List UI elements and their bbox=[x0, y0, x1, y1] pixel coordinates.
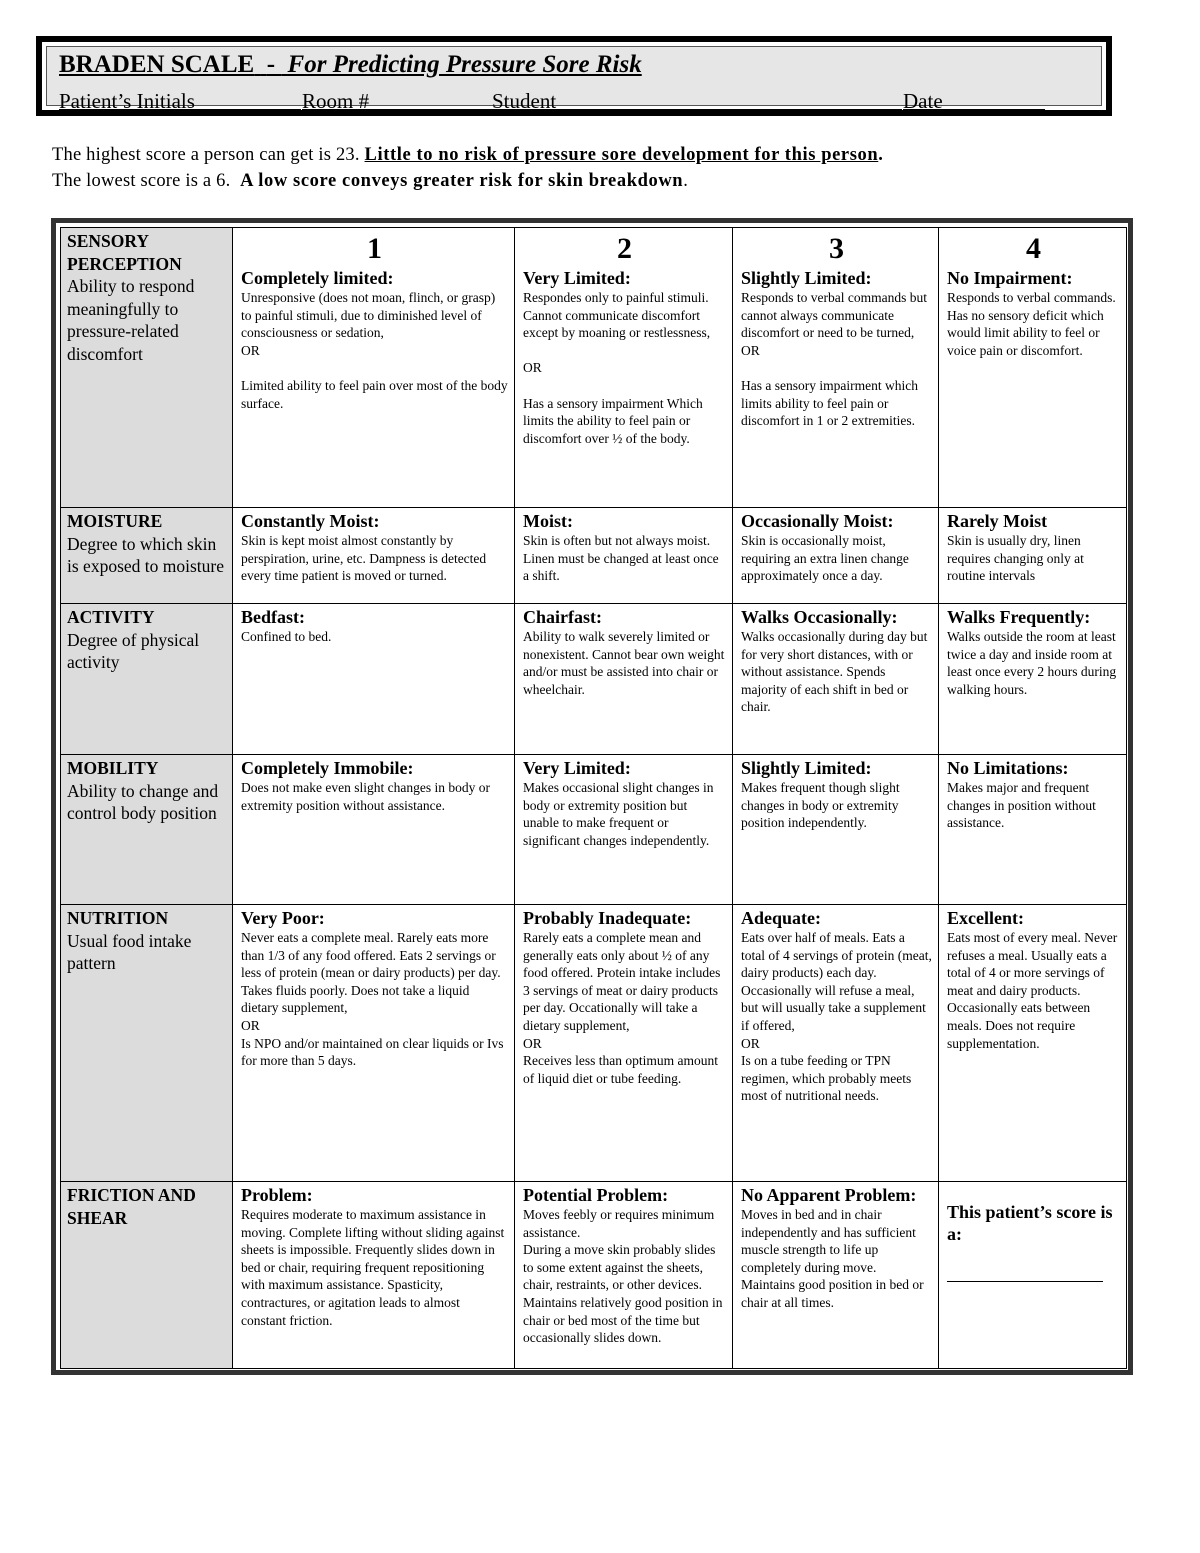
date-field[interactable] bbox=[903, 85, 1045, 113]
level-cell bbox=[733, 755, 939, 905]
level-description: Unresponsive (does not moan, flinch, or grasp) to painful stimuli, due to diminished level of consciousness or sedation, OR Limited ability to feel pain over most of the body surface. bbox=[241, 290, 508, 411]
intro-lowest-score bbox=[52, 171, 688, 192]
intro-line1-text: The highest score a person can get is 23. bbox=[52, 145, 360, 165]
level-description: Eats most of every meal. Never refuses a meal. Usually eats a total of 4 or more servings of meat and dairy products. Occasionally eats between meals. Does not require supplementation. bbox=[947, 930, 1118, 1051]
column-score-3: 3 bbox=[829, 232, 844, 265]
level-description: Responds to verbal commands but cannot always communicate discomfort or need to be turned, OR Has a sensory impairment which limits ability to feel pain or discomfort in 1 or 2 extremities. bbox=[741, 290, 927, 429]
row-mobility bbox=[61, 755, 1127, 905]
title-main: BRADEN SCALE bbox=[59, 51, 255, 78]
category-cell bbox=[61, 604, 233, 755]
level-description: Ability to walk severely limited or nonexistent. Cannot bear own weight and/or must be assisted into chair or wheelchair. bbox=[523, 629, 725, 697]
level-title: Excellent: bbox=[947, 908, 1024, 928]
level-cell bbox=[939, 755, 1127, 905]
level-description: Eats over half of meals. Eats a total of 4 servings of protein (meat, dairy products) each day. Occasionally will refuse a meal, but will usually take a supplement if offered, OR Is on a tube feeding or TPN regimen, which probably meets most of nutritional needs. bbox=[741, 930, 932, 1104]
braden-scale-table-frame bbox=[51, 218, 1133, 1375]
level-description: Skin is occasionally moist, requiring an extra linen change approximately once a day. bbox=[741, 533, 909, 584]
category-description: Degree to which skin is exposed to moisture bbox=[67, 533, 224, 577]
level-cell bbox=[733, 228, 939, 508]
level-description: Requires moderate to maximum assistance in moving. Complete lifting without sliding against sheets is impossible. Frequently slides down in bed or chair, requiring frequent repositioning with maximum assistance. Spasticity, contractures, or agitation leads to almost constant friction. bbox=[241, 1207, 505, 1328]
level-title: No Apparent Problem: bbox=[741, 1185, 917, 1205]
column-score-4: 4 bbox=[1026, 232, 1041, 265]
level-cell bbox=[515, 508, 733, 604]
category-name: FRICTION AND SHEAR bbox=[67, 1185, 196, 1228]
level-title: Very Limited: bbox=[523, 758, 631, 778]
level-description: Never eats a complete meal. Rarely eats more than 1/3 of any food offered. Eats 2 servings or less of protein (mean or dairy products) per day. Takes fluids poorly. Does not take a liquid dietary supplement, OR Is NPO and/or maintained on clear liquids or Ivs for more than 5 days. bbox=[241, 930, 504, 1069]
braden-scale-table bbox=[60, 227, 1127, 1369]
intro-line1-emphasis: Little to no risk of pressure sore development for this person bbox=[364, 145, 879, 165]
score-cell bbox=[939, 1182, 1127, 1369]
level-cell bbox=[733, 905, 939, 1182]
patient-initials-field[interactable] bbox=[59, 85, 301, 113]
level-description: Makes occasional slight changes in body or extremity position but unable to make frequent or significant changes independently. bbox=[523, 780, 714, 848]
form-header-panel bbox=[46, 46, 1102, 113]
level-title: Slightly Limited: bbox=[741, 268, 872, 288]
room-label: Room # bbox=[302, 89, 370, 113]
level-cell bbox=[515, 755, 733, 905]
level-title: Walks Occasionally: bbox=[741, 607, 898, 627]
category-description: Ability to respond meaningfully to pressure-related discomfort bbox=[67, 276, 195, 364]
level-description: Walks occasionally during day but for very short distances, with or without assistance. Spends majority of each shift in bed or chair. bbox=[741, 629, 928, 715]
level-cell bbox=[233, 508, 515, 604]
level-description: Makes major and frequent changes in position without assistance. bbox=[947, 780, 1096, 831]
level-description: Confined to bed. bbox=[241, 629, 332, 644]
level-cell bbox=[515, 905, 733, 1182]
level-description: Makes frequent though slight changes in body or extremity position independently. bbox=[741, 780, 900, 831]
level-title: Completely limited: bbox=[241, 268, 394, 288]
category-name: NUTRITION bbox=[67, 908, 169, 928]
category-cell bbox=[61, 905, 233, 1182]
patient-score-blank[interactable] bbox=[947, 1245, 1103, 1282]
level-cell bbox=[515, 1182, 733, 1369]
intro-line2-text: The lowest score is a 6. bbox=[52, 171, 231, 191]
intro-line2-emphasis: A low score conveys greater risk for skin breakdown bbox=[240, 171, 684, 191]
level-cell bbox=[233, 1182, 515, 1369]
level-cell bbox=[733, 508, 939, 604]
category-cell bbox=[61, 755, 233, 905]
level-cell bbox=[233, 905, 515, 1182]
level-cell bbox=[233, 755, 515, 905]
level-description: Skin is often but not always moist. Linen must be changed at least once a shift. bbox=[523, 533, 719, 584]
patient-info-line bbox=[59, 85, 1097, 113]
category-name: ACTIVITY bbox=[67, 607, 155, 627]
level-cell bbox=[939, 905, 1127, 1182]
level-cell bbox=[939, 228, 1127, 508]
level-title: Adequate: bbox=[741, 908, 821, 928]
intro-line2-period: . bbox=[683, 171, 689, 191]
level-cell bbox=[233, 604, 515, 755]
level-description: Moves in bed and in chair independently and has sufficient muscle strength to life up completely during move. Maintains good position in bed or chair at all times. bbox=[741, 1207, 924, 1310]
category-description: Usual food intake pattern bbox=[67, 930, 192, 974]
level-cell bbox=[515, 228, 733, 508]
level-cell bbox=[939, 604, 1127, 755]
row-sensory-perception bbox=[61, 228, 1127, 508]
category-cell bbox=[61, 508, 233, 604]
intro-highest-score bbox=[52, 145, 884, 166]
form-header bbox=[36, 36, 1112, 116]
row-friction-and-shear bbox=[61, 1182, 1127, 1369]
level-title: Problem: bbox=[241, 1185, 313, 1205]
column-score-2: 2 bbox=[617, 232, 632, 265]
student-field[interactable] bbox=[492, 85, 902, 113]
category-cell bbox=[61, 1182, 233, 1369]
row-activity bbox=[61, 604, 1127, 755]
patient-initials-label: Patient’s Initials bbox=[59, 89, 195, 113]
level-title: Chairfast: bbox=[523, 607, 602, 627]
level-description: Skin is usually dry, linen requires changing only at routine intervals bbox=[947, 533, 1084, 584]
title-subtitle: For Predicting Pressure Sore Risk bbox=[287, 51, 642, 78]
student-label: Student bbox=[492, 89, 557, 113]
level-title: Very Poor: bbox=[241, 908, 325, 928]
category-description: Ability to change and control body position bbox=[67, 780, 219, 824]
level-cell bbox=[733, 604, 939, 755]
level-title: No Limitations: bbox=[947, 758, 1069, 778]
level-description: Walks outside the room at least twice a day and inside room at least once every 2 hours during walking hours. bbox=[947, 629, 1117, 697]
row-moisture bbox=[61, 508, 1127, 604]
level-description: Rarely eats a complete mean and generally eats only about ½ of any food offered. Protein intake includes 3 servings of meat or dairy products per day. Occationally will take a dietary supplement, OR Receives less than optimum amount of liquid diet or tube feeding. bbox=[523, 930, 721, 1086]
patient-score-label: This patient’s score is a: bbox=[947, 1202, 1113, 1244]
level-title: Completely Immobile: bbox=[241, 758, 414, 778]
level-title: No Impairment: bbox=[947, 268, 1073, 288]
form-title bbox=[59, 51, 642, 79]
row-nutrition bbox=[61, 905, 1127, 1182]
level-title: Slightly Limited: bbox=[741, 758, 872, 778]
level-title: Moist: bbox=[523, 511, 573, 531]
category-name: MOBILITY bbox=[67, 758, 159, 778]
level-cell bbox=[939, 508, 1127, 604]
column-score-1: 1 bbox=[367, 232, 382, 265]
level-title: Probably Inadequate: bbox=[523, 908, 692, 928]
level-title: Walks Frequently: bbox=[947, 607, 1091, 627]
level-description: Respondes only to painful stimuli. Cannot communicate discomfort except by moaning or restlessness, OR Has a sensory impairment Which limits the ability to feel pain or discomfort over ½ of the body. bbox=[523, 290, 711, 446]
level-title: Constantly Moist: bbox=[241, 511, 380, 531]
level-cell bbox=[733, 1182, 939, 1369]
category-name: MOISTURE bbox=[67, 511, 163, 531]
category-description: Degree of physical activity bbox=[67, 629, 200, 673]
level-title: Bedfast: bbox=[241, 607, 305, 627]
title-dash: - bbox=[266, 51, 276, 78]
level-title: Occasionally Moist: bbox=[741, 511, 894, 531]
level-cell bbox=[233, 228, 515, 508]
category-name: SENSORY PERCEPTION bbox=[67, 231, 182, 274]
level-title: Very Limited: bbox=[523, 268, 631, 288]
room-field[interactable] bbox=[302, 85, 492, 113]
category-cell bbox=[61, 228, 233, 508]
level-description: Does not make even slight changes in body or extremity position without assistance. bbox=[241, 780, 490, 813]
level-description: Moves feebly or requires minimum assistance. During a move skin probably slides to some extent against the sheets, chair, restraints, or other devices. Maintains relatively good position in chair or bed most of the time but occasionally slides down. bbox=[523, 1207, 723, 1346]
level-title: Rarely Moist bbox=[947, 511, 1048, 531]
level-description: Responds to verbal commands. Has no sensory deficit which would limit ability to feel or voice pain or discomfort. bbox=[947, 290, 1116, 358]
level-title: Potential Problem: bbox=[523, 1185, 669, 1205]
level-cell bbox=[515, 604, 733, 755]
date-label: Date bbox=[903, 89, 943, 113]
level-description: Skin is kept moist almost constantly by perspiration, urine, etc. Dampness is detected every time patient is moved or turned. bbox=[241, 533, 487, 584]
intro-line1-period: . bbox=[878, 145, 884, 165]
